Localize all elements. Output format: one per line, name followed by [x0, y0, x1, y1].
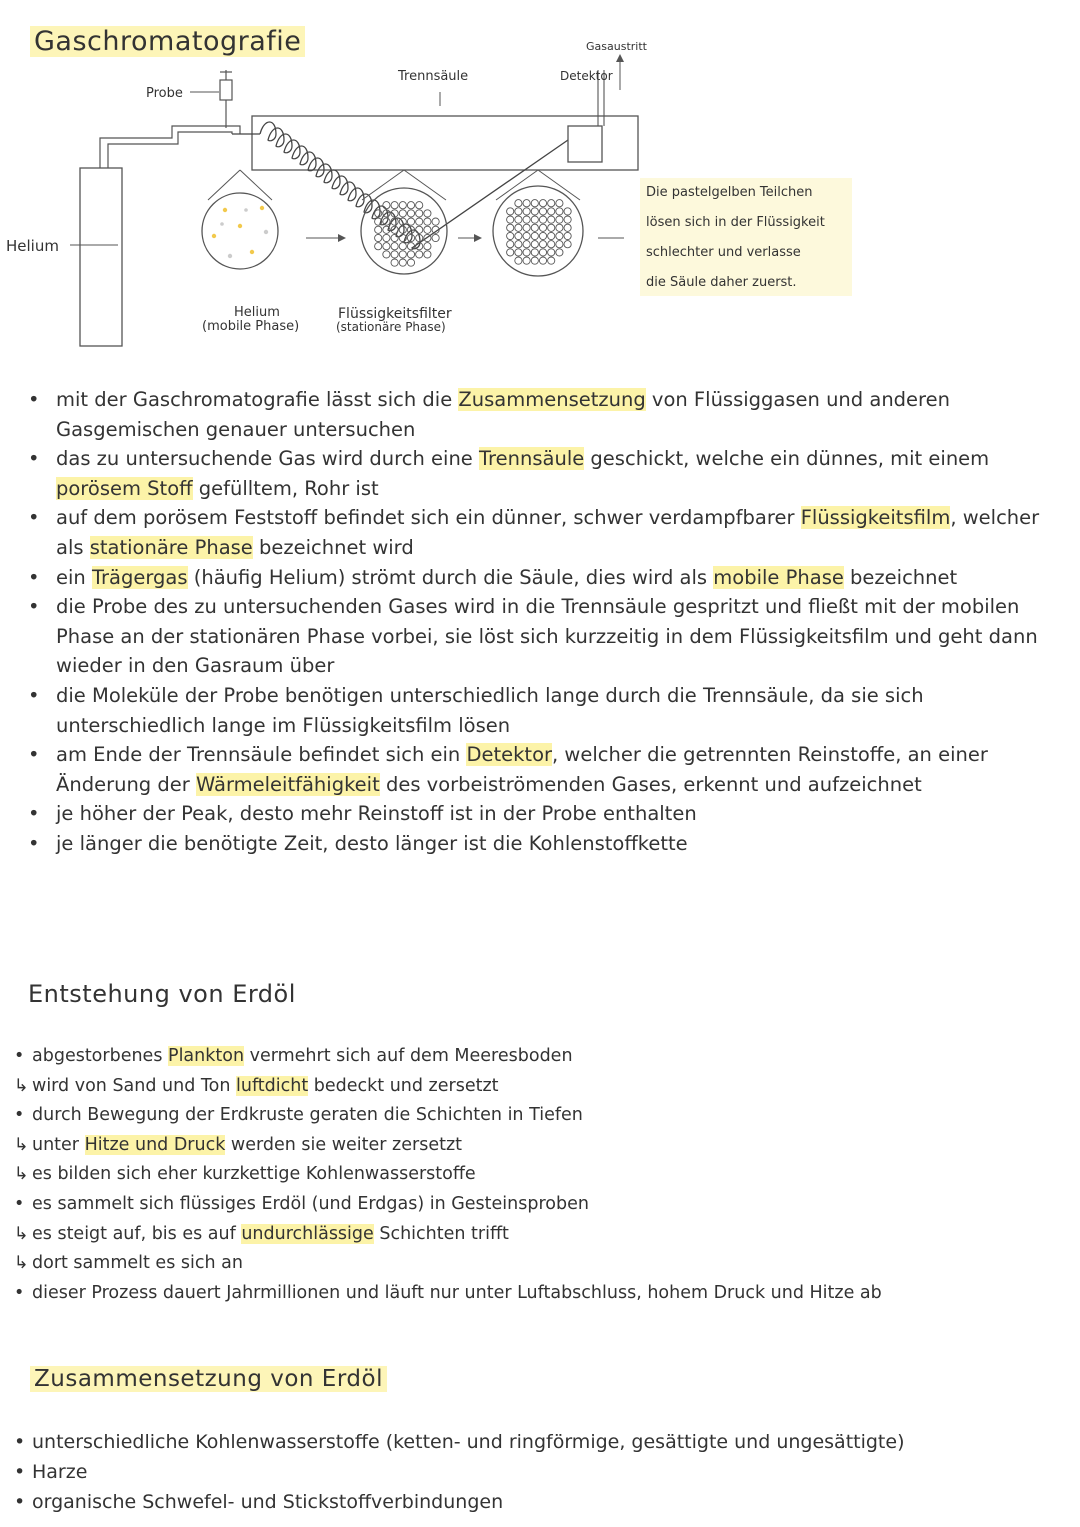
mobile-phase-label: (mobile Phase) [202, 319, 300, 334]
liquid-film-particle [416, 251, 423, 258]
liquid-film-particle [531, 216, 538, 223]
inlet-pipe-inner [108, 132, 232, 168]
mobile-phase-name: Helium [234, 305, 280, 320]
liquid-film-particle [556, 208, 563, 215]
liquid-film-particle [416, 218, 423, 225]
bullet-item [14, 1190, 1054, 1220]
bullet-text: wird von Sand und Ton [32, 1075, 236, 1096]
liquid-film-particle [424, 251, 431, 258]
arrow-item [14, 1131, 1054, 1161]
liquid-film-particle [375, 243, 382, 250]
flow-arrow-head [474, 234, 482, 242]
liquid-film-particle [539, 249, 546, 256]
bullet-item [28, 444, 1058, 503]
bullet-text: vermehrt sich auf dem Meeresboden [244, 1046, 573, 1066]
liquid-film-particle [556, 216, 563, 223]
gas-chromatograph-diagram [0, 30, 1080, 350]
liquid-film-particle [531, 241, 538, 248]
bullet-text: mit der Gaschromatografie lässt sich die [56, 388, 459, 411]
liquid-film-particle [523, 232, 530, 239]
liquid-film-particle [375, 226, 382, 233]
liquid-film-particle [523, 200, 530, 207]
liquid-film-particle [432, 234, 439, 241]
bullet-item [28, 681, 1058, 740]
liquid-film-particle [407, 259, 414, 266]
bullet-text: bezeichnet [843, 565, 958, 589]
note-line: Die pastelgelben Teilchen [646, 185, 813, 200]
liquid-film-particle [539, 224, 546, 231]
highlight-term: Zusammensetzung [458, 388, 646, 411]
liquid-film-particle [383, 202, 390, 209]
bullet-item [28, 740, 1058, 799]
note-line: schlechter und verlasse [646, 245, 801, 260]
stationary-phase-label: (stationäre Phase) [336, 320, 446, 334]
liquid-film-particle [523, 249, 530, 256]
section-title-zusammensetzung: Zusammensetzung von Erdöl [30, 1366, 387, 1392]
arrow-item [14, 1072, 1054, 1102]
detector-box [568, 126, 602, 162]
bullet-item [14, 1101, 1054, 1131]
liquid-film-particle [375, 234, 382, 241]
section-title-entstehung: Entstehung von Erdöl [28, 980, 296, 1008]
liquid-film-particle [548, 224, 555, 231]
liquid-film-particle [515, 216, 522, 223]
liquid-film-particle [399, 202, 406, 209]
helium-particles [212, 206, 268, 258]
liquid-film-particle [424, 218, 431, 225]
bullet-text: bedeckt und zersetzt [308, 1075, 499, 1096]
probe-label: Probe [146, 86, 183, 101]
diagram-note [640, 178, 852, 296]
liquid-film-particle [407, 202, 414, 209]
note-line: lösen sich in der Flüssigkeit [646, 215, 825, 230]
highlight-term: porösem Stoff [56, 476, 193, 500]
liquid-film-particle [556, 232, 563, 239]
bullet-text: Schichten trifft [373, 1223, 509, 1244]
bullet-text: dieser Prozess dauert Jahrmillionen und läuft nur unter Luftabschluss, hohem Druck und Hitze ab [32, 1282, 882, 1303]
stationary-phase-name: Flüssigkeitsfilter [338, 306, 452, 322]
liquid-film-particle [539, 241, 546, 248]
liquid-film-particle [531, 249, 538, 256]
bullet-item [28, 592, 1058, 681]
liquid-film-particle [523, 216, 530, 223]
liquid-film-particle [515, 249, 522, 256]
bullet-text: auf dem porösem Feststoff befindet sich ein dünner, schwer verdampfbarer [56, 506, 801, 530]
liquid-film-particle [399, 210, 406, 217]
liquid-film-particle [432, 218, 439, 225]
bullet-text: geschickt, welche ein dünnes, mit einem [584, 447, 990, 471]
bullet-text: ein [56, 565, 92, 589]
bullet-text: je länger die benötigte Zeit, desto länger ist die Kohlenstoffkette [56, 831, 688, 855]
liquid-film-particle [383, 226, 390, 233]
liquid-film-particle [424, 210, 431, 217]
liquid-film-particle [556, 224, 563, 231]
liquid-film-particle [507, 232, 514, 239]
liquid-film-particle [539, 257, 546, 264]
liquid-film-particle [564, 216, 571, 223]
bullet-text: das zu untersuchende Gas wird durch eine [56, 447, 479, 471]
bullet-text: es sammelt sich flüssiges Erdöl (und Erdgas) in Gesteinsproben [32, 1193, 589, 1214]
bullet-text: Harze [32, 1461, 88, 1483]
liquid-film-particle [515, 232, 522, 239]
liquid-film-particle [399, 243, 406, 250]
magnifier-line [404, 170, 446, 200]
liquid-film-particle [391, 259, 398, 266]
bullet-item [28, 563, 1058, 593]
bullet-item [14, 1487, 1074, 1517]
highlight-term: Wärmeleitfähigkeit [195, 772, 380, 796]
liquid-film-particle [523, 241, 530, 248]
liquid-film-particle [548, 208, 555, 215]
helium-cylinder [80, 168, 122, 346]
liquid-film-particle [383, 218, 390, 225]
liquid-film-particle [564, 232, 571, 239]
liquid-film-particle [515, 208, 522, 215]
liquid-film-particle [531, 257, 538, 264]
liquid-film-particle [416, 226, 423, 233]
liquid-film-particle [507, 241, 514, 248]
liquid-film-particle [556, 241, 563, 248]
liquid-film-particle [391, 251, 398, 258]
bullet-text: die Probe des zu untersuchenden Gases wird in die Trennsäule gespritzt und fließt mit der mobilen Phase an der stationären Phase vorbei, sie löst sich kurzzeitig in dem Flüssigkeitsfilm und geht dann wieder in den Gasraum über [56, 595, 1038, 678]
highlight-term: Flüssigkeitsfilm [800, 506, 951, 530]
liquid-film-particle [548, 241, 555, 248]
liquid-film-particle [399, 226, 406, 233]
liquid-film-particle [424, 226, 431, 233]
liquid-film-particle [515, 200, 522, 207]
liquid-film-particle [548, 249, 555, 256]
liquid-film-particle [407, 210, 414, 217]
bullet-text: unterschiedliche Kohlenwasserstoffe (ketten- und ringförmige, gesättigte und ungesättigte) [32, 1431, 905, 1453]
bullet-text: es bilden sich eher kurzkettige Kohlenwasserstoffe [32, 1164, 476, 1185]
liquid-film-particle [383, 234, 390, 241]
highlight-term: luftdicht [235, 1075, 309, 1096]
trennsaeule-label: Trennsäule [398, 69, 469, 84]
bullet-text: des vorbeiströmenden Gases, erkennt und aufzeichnet [379, 772, 922, 796]
column-end-particles [507, 200, 572, 265]
liquid-film-particle [564, 208, 571, 215]
liquid-film-particle [523, 224, 530, 231]
bullet-item [14, 1427, 1074, 1457]
liquid-film-particle [548, 200, 555, 207]
bullet-text: von Flüssiggasen und anderen Gasgemischen genauer untersuchen [56, 388, 951, 441]
bullet-text: am Ende der Trennsäule befindet sich ein [56, 743, 467, 767]
highlight-term: undurchlässige [241, 1223, 374, 1244]
bullet-item [14, 1042, 1054, 1072]
liquid-film-particle [531, 208, 538, 215]
bullet-text: unter [32, 1134, 85, 1155]
liquid-film-particle [523, 208, 530, 215]
bullet-text: gefülltem, Rohr ist [192, 476, 379, 500]
magnifier-line [362, 170, 404, 200]
liquid-film-particle [523, 257, 530, 264]
liquid-film-particle [515, 224, 522, 231]
bullet-item [28, 799, 1058, 829]
liquid-film-particle [556, 200, 563, 207]
bullet-text: es steigt auf, bis es auf [32, 1223, 242, 1244]
highlight-term: Hitze und Druck [84, 1134, 226, 1155]
highlight-term: Detektor [466, 743, 553, 767]
gas-outlet-arrow-head [616, 54, 624, 62]
bullet-text: organische Schwefel- und Stickstoffverbindungen [32, 1491, 504, 1513]
bullet-text: die Moleküle der Probe benötigen unterschiedlich lange durch die Trennsäule, da sie sich unterschiedlich lange im Flüssigkeitsfilm lösen [56, 683, 924, 737]
helium-label: Helium [6, 237, 59, 255]
highlight-term: stationäre Phase [89, 535, 253, 559]
bullet-text: (häufig Helium) strömt durch die Säule, dies wird als [187, 565, 714, 589]
liquid-film-particle [548, 216, 555, 223]
liquid-film-particle [383, 243, 390, 250]
page-title: Gaschromatografie [30, 26, 305, 57]
highlight-term: Plankton [168, 1046, 245, 1066]
gasaustritt-label: Gasaustritt [586, 40, 647, 53]
liquid-film-particle [531, 232, 538, 239]
liquid-film-particle [531, 200, 538, 207]
liquid-film-particle [539, 232, 546, 239]
highlight-term: Trennsäule [479, 447, 585, 471]
liquid-film-particle [391, 202, 398, 209]
liquid-film-particle [407, 251, 414, 258]
liquid-film-particle [507, 216, 514, 223]
magnifier-line [208, 170, 240, 200]
liquid-film-particle [531, 224, 538, 231]
liquid-film-particle [424, 243, 431, 250]
liquid-film-particle [399, 251, 406, 258]
highlight-term: mobile Phase [713, 565, 844, 589]
arrow-item [14, 1160, 1054, 1190]
erdoel-bullet-list [14, 1042, 1054, 1308]
liquid-film-particle [391, 234, 398, 241]
probe-syringe [220, 80, 232, 100]
magnifier-line [538, 170, 580, 200]
bullet-item [28, 829, 1058, 859]
liquid-film-particle [539, 200, 546, 207]
detektor-label: Detektor [560, 69, 613, 83]
liquid-film-particle [507, 208, 514, 215]
bullet-text: bezeichnet wird [252, 535, 414, 559]
liquid-film-particle [564, 224, 571, 231]
liquid-film-particle [399, 259, 406, 266]
bullet-text: dort sammelt es sich an [32, 1253, 243, 1274]
liquid-film-particle [539, 216, 546, 223]
bullet-text: abgestorbenes [32, 1046, 169, 1066]
liquid-film-particle [548, 257, 555, 264]
liquid-film-particle [564, 241, 571, 248]
highlight-term: Trägergas [91, 565, 188, 589]
arrow-item [14, 1220, 1054, 1250]
liquid-film-particle [556, 249, 563, 256]
gaschromatografie-bullet-list [28, 385, 1058, 859]
arrow-item [14, 1249, 1054, 1279]
liquid-film-particle [539, 208, 546, 215]
liquid-film-particle [515, 241, 522, 248]
liquid-film-particle [515, 257, 522, 264]
liquid-film-particle [507, 249, 514, 256]
liquid-film-particle [383, 251, 390, 258]
bullet-item [14, 1279, 1054, 1309]
liquid-film-particle [407, 218, 414, 225]
bullet-text: , welcher die getrennten Reinstoffe, an einer Änderung der [56, 743, 988, 796]
magnifier-line [240, 170, 272, 200]
bullet-item [14, 1457, 1074, 1487]
bullet-item [28, 503, 1058, 562]
liquid-film-particle [416, 202, 423, 209]
liquid-film-particle [391, 243, 398, 250]
bullet-text: durch Bewegung der Erdkruste geraten die Schichten in Tiefen [32, 1105, 583, 1126]
bullet-text: , welcher als [56, 506, 1040, 559]
liquid-film-particle [416, 210, 423, 217]
liquid-film-particle [507, 224, 514, 231]
liquid-film-particle [548, 232, 555, 239]
bullet-text: werden sie weiter zersetzt [225, 1134, 462, 1155]
bullet-text: je höher der Peak, desto mehr Reinstoff ist in der Probe enthalten [56, 802, 697, 826]
flow-arrow-head [338, 234, 346, 242]
zusammensetzung-bullet-list [14, 1427, 1074, 1517]
note-line: die Säule daher zuerst. [646, 275, 797, 290]
bullet-item [28, 385, 1058, 444]
